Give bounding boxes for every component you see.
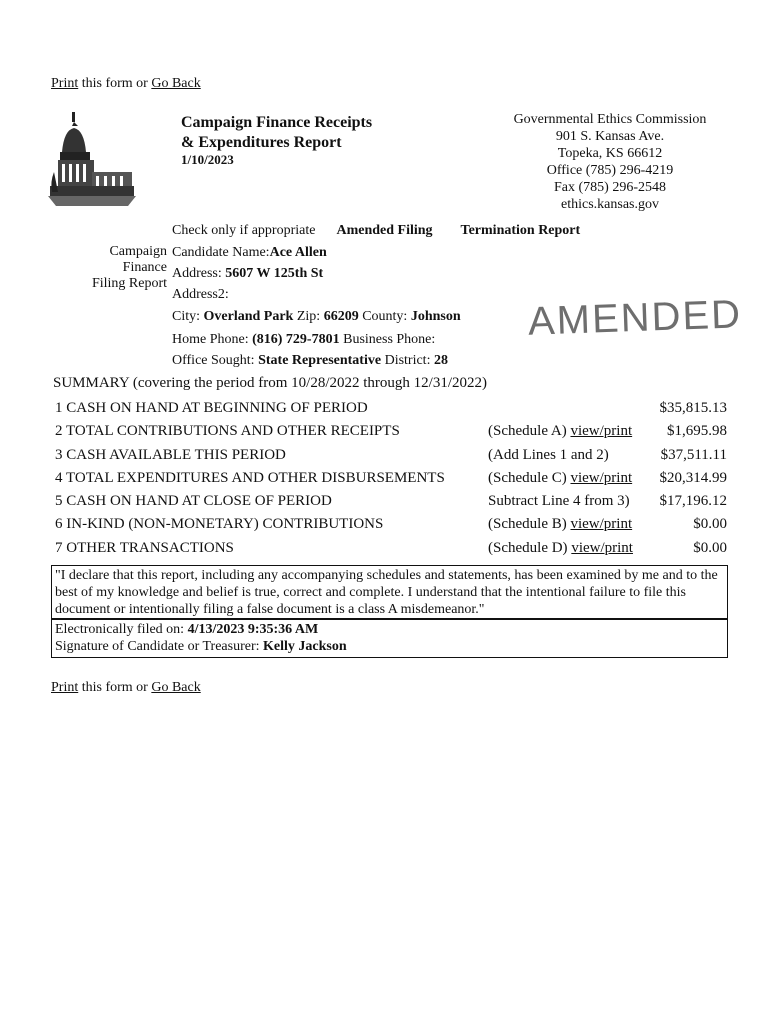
- schedule-text: (Schedule B): [488, 516, 571, 533]
- amended-filing-label: Amended Filing: [336, 223, 433, 238]
- address-value: 5607 W 125th St: [225, 266, 324, 281]
- summary-row-label: 4 TOTAL EXPENDITURES AND OTHER DISBURSEMENTS: [55, 469, 445, 486]
- report-date: 1/10/2023: [181, 152, 234, 167]
- zip-label: Zip:: [293, 309, 324, 324]
- summary-row-schedule: [488, 513, 632, 535]
- address-row: [172, 266, 323, 282]
- summary-row-label: 5 CASH ON HAND AT CLOSE OF PERIOD: [55, 493, 332, 510]
- summary-row-amount: $17,196.12: [659, 493, 727, 510]
- schedule-text: (Schedule A): [488, 423, 571, 440]
- office-label: Office Sought:: [172, 353, 259, 368]
- phone-row: [172, 332, 435, 348]
- zip-value: 66209: [323, 309, 359, 324]
- schedule-text: Subtract Line 4 from 3): [488, 493, 630, 510]
- side-label-line: Campaign: [109, 244, 167, 259]
- summary-row: [53, 513, 729, 536]
- top-nav: [51, 76, 201, 92]
- summary-row-amount: $20,314.99: [659, 469, 727, 486]
- address2-label: Address2:: [172, 287, 229, 302]
- filed-on-label: Electronically filed on:: [55, 622, 188, 637]
- summary-row-amount: $35,815.13: [659, 400, 727, 416]
- schedule-text: (Schedule C): [488, 469, 571, 486]
- side-label-line: Finance: [122, 260, 167, 275]
- office-row: [172, 353, 448, 369]
- city-label: City:: [172, 309, 204, 324]
- home-phone-value: (816) 729-7801: [252, 332, 340, 347]
- summary-row-label: 2 TOTAL CONTRIBUTIONS AND OTHER RECEIPTS: [55, 423, 400, 440]
- summary-row-schedule: [488, 420, 632, 442]
- commission-address: [480, 111, 740, 213]
- address-label: Address:: [172, 266, 226, 281]
- summary-row-label: 1 CASH ON HAND AT BEGINNING OF PERIOD: [55, 400, 368, 416]
- schedule-d-view-print-link[interactable]: view/print: [571, 539, 633, 556]
- summary-row: [53, 397, 729, 420]
- print-link[interactable]: Print: [51, 680, 79, 695]
- filed-on-row: [55, 621, 724, 638]
- city-row: [172, 309, 461, 325]
- summary-row-label: 3 CASH AVAILABLE THIS PERIOD: [55, 446, 286, 463]
- signature-label: Signature of Candidate or Treasurer:: [55, 639, 264, 654]
- summary-row-schedule: [488, 537, 633, 559]
- commission-line: Governmental Ethics Commission: [513, 112, 707, 127]
- office-value: State Representative: [258, 353, 382, 368]
- summary-row-amount: $0.00: [693, 516, 727, 533]
- schedule-c-view-print-link[interactable]: view/print: [570, 469, 633, 486]
- capitol-seal-icon: [48, 112, 136, 212]
- summary-row: [53, 537, 729, 560]
- print-link[interactable]: Print: [51, 76, 79, 91]
- home-phone-label: Home Phone:: [172, 332, 253, 347]
- bottom-nav: [51, 680, 201, 696]
- summary-row-amount: $37,511.11: [660, 446, 727, 463]
- schedule-text: (Add Lines 1 and 2): [488, 446, 609, 463]
- candidate-name-label: Candidate Name:: [172, 245, 270, 260]
- summary-row: [53, 490, 729, 513]
- city-value: Overland Park: [203, 309, 294, 324]
- address2-row: [172, 287, 229, 303]
- candidate-name-row: [172, 245, 327, 261]
- summary-row-amount: $0.00: [693, 539, 727, 556]
- county-value: Johnson: [410, 309, 461, 324]
- amended-stamp: AMENDED: [527, 292, 743, 344]
- schedule-text: (Schedule D): [488, 539, 572, 556]
- commission-line: ethics.kansas.gov: [561, 197, 659, 212]
- commission-line: 901 S. Kansas Ave.: [555, 129, 665, 144]
- summary-heading: SUMMARY (covering the period from 10/28/2022 through 12/31/2022): [53, 375, 487, 391]
- declaration-box: "I declare that this report, including any accompanying schedules and statements, has been examined by me and to the best of my knowledge and belief is true, correct and complete. I understand that the intentional failure to file this document or intentionally filing a false document is a class A misdemeanor.": [51, 565, 728, 620]
- schedule-a-view-print-link[interactable]: view/print: [570, 423, 633, 440]
- candidate-name: Ace Allen: [269, 245, 327, 260]
- report-title-line2: & Expenditures Report: [181, 134, 342, 151]
- commission-line: Topeka, KS 66612: [557, 146, 663, 161]
- termination-report-label: Termination Report: [460, 223, 581, 238]
- county-label: County:: [358, 309, 411, 324]
- summary-row-schedule: [488, 490, 630, 512]
- business-phone-label: Business Phone:: [339, 332, 436, 347]
- go-back-link[interactable]: Go Back: [151, 680, 201, 695]
- commission-line: Fax (785) 296-2548: [554, 180, 666, 195]
- commission-line: Office (785) 296-4219: [546, 163, 674, 178]
- filing-info-box: [51, 618, 728, 658]
- summary-row: [53, 420, 729, 443]
- schedule-b-view-print-link[interactable]: view/print: [570, 516, 633, 533]
- report-title-line1: Campaign Finance Receipts: [181, 114, 373, 131]
- filing-check-row: [172, 223, 580, 239]
- summary-row-label: 6 IN-KIND (NON-MONETARY) CONTRIBUTIONS: [55, 516, 384, 533]
- report-title: [181, 113, 372, 153]
- district-label: District:: [381, 353, 434, 368]
- summary-row: [53, 444, 729, 467]
- summary-row-amount: $1,695.98: [667, 423, 727, 440]
- district-value: 28: [433, 353, 448, 368]
- signature-value: Kelly Jackson: [263, 639, 347, 654]
- filed-on-value: 4/13/2023 9:35:36 AM: [187, 622, 319, 637]
- summary-table: [53, 397, 729, 560]
- summary-row: [53, 467, 729, 490]
- campaign-finance-label: [80, 244, 167, 292]
- summary-row-schedule: [488, 467, 632, 489]
- signature-row: [55, 638, 724, 655]
- side-label-line: Filing Report: [91, 276, 167, 291]
- go-back-link[interactable]: Go Back: [151, 76, 201, 91]
- nav-text: this form or: [78, 76, 152, 91]
- check-text: Check only if appropriate: [172, 223, 316, 238]
- summary-row-label: 7 OTHER TRANSACTIONS: [55, 539, 234, 556]
- nav-text: this form or: [78, 680, 152, 695]
- summary-row-schedule: [488, 444, 609, 466]
